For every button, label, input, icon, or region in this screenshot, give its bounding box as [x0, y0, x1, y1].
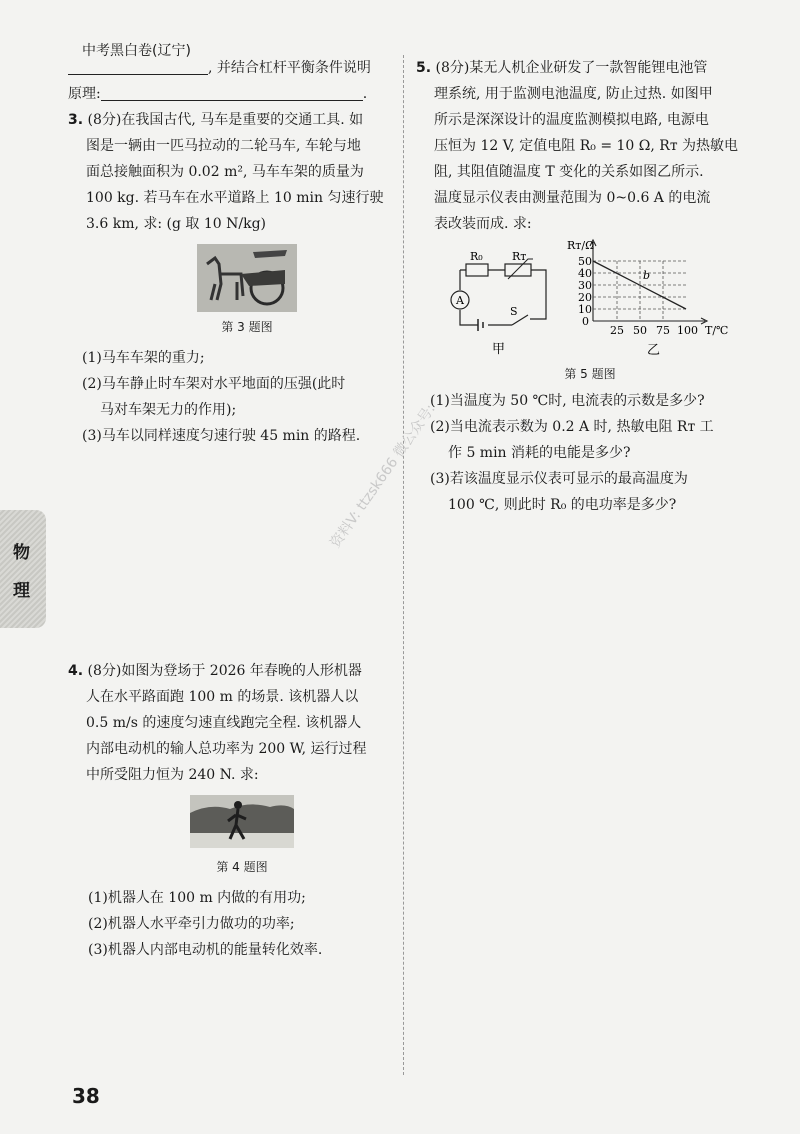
- diagram-label-jia: 甲: [492, 342, 506, 357]
- figure-caption: 第 5 题图: [564, 367, 616, 381]
- circuit-diagram: [440, 245, 560, 360]
- ytick: 40: [578, 267, 592, 280]
- xtick: 50: [633, 324, 647, 337]
- sub-question: (1)马车车架的重力;: [82, 350, 205, 366]
- point-b-label: b: [643, 269, 651, 282]
- question-4-subs: [88, 885, 322, 963]
- switch-label: S: [510, 305, 518, 318]
- ytick: 30: [578, 279, 592, 292]
- ytick: 20: [578, 291, 592, 304]
- sub-question: (3)马车以同样速度匀速行驶 45 min 的路程.: [82, 428, 361, 444]
- q2-tail: , 并结合杠杆平衡条件说明 原理: .: [68, 60, 371, 102]
- answer-blank: [101, 84, 363, 101]
- answer-blank: [68, 58, 208, 75]
- text-line: , 并结合杠杆平衡条件说明: [208, 60, 371, 76]
- thermistor-rt: [505, 264, 531, 276]
- side-tab-char: 理: [13, 581, 30, 601]
- resistor-r0: [466, 264, 488, 276]
- sub-question: (2)机器人水平牵引力做功的功率;: [88, 916, 295, 932]
- text-line: 阻, 其阻值随温度 T 变化的关系如图乙所示.: [434, 164, 704, 180]
- question-5: [416, 55, 738, 237]
- graph-xlabel: T/℃: [705, 324, 729, 337]
- xtick: 75: [656, 324, 670, 337]
- text-line: 所示是深深设计的温度监测模拟电路, 电源电: [434, 112, 709, 128]
- text-line: 3.6 km, 求: (g 取 10 N/kg): [86, 216, 267, 232]
- side-tab-char: 物: [13, 543, 30, 563]
- text-line: 中所受阻力恒为 240 N. 求:: [86, 767, 259, 783]
- text-line: 表改装而成. 求:: [434, 216, 532, 232]
- text-line: 压恒为 12 V, 定值电阻 R₀ = 10 Ω, Rᴛ 为热敏电: [434, 138, 739, 154]
- text-line: (8分)某无人机企业研发了一款智能锂电池管: [435, 60, 708, 76]
- text-line: 图是一辆由一匹马拉动的二轮马车, 车轮与地: [86, 138, 361, 154]
- sub-question: (3)机器人内部电动机的能量转化效率.: [88, 942, 323, 958]
- rt-temperature-graph: [565, 236, 765, 361]
- sub-question: 马对车架无力的作用);: [100, 402, 237, 418]
- question-number: 3.: [68, 112, 84, 128]
- r0-label: R₀: [470, 250, 483, 263]
- text-line: 原理:: [68, 86, 101, 102]
- sub-question: (2)当电流表示数为 0.2 A 时, 热敏电阻 Rᴛ 工: [430, 419, 714, 435]
- xtick: 100: [677, 324, 698, 337]
- question-5-subs: [430, 388, 714, 518]
- ytick: 10: [578, 303, 592, 316]
- sub-question: 100 ℃, 则此时 R₀ 的电功率是多少?: [448, 497, 677, 513]
- text-line: 温度显示仪表由测量范围为 0~0.6 A 的电流: [434, 190, 711, 206]
- question-number: 4.: [68, 663, 84, 679]
- robot-photo: [190, 795, 294, 848]
- question-4: [68, 658, 366, 788]
- graph-gridlines: [593, 261, 686, 321]
- diagram-label-yi: 乙: [647, 343, 661, 358]
- text-line: 100 kg. 若马车在水平道路上 10 min 匀速行驶: [86, 190, 384, 206]
- xtick: 25: [610, 324, 624, 337]
- question-number: 5.: [416, 60, 432, 76]
- chariot-photo: [197, 244, 297, 312]
- graph-axes: [590, 240, 707, 324]
- ammeter-label: A: [456, 294, 464, 307]
- text-line: 理系统, 用于监测电池温度, 防止过热. 如图甲: [434, 86, 713, 102]
- ytick: 0: [582, 315, 589, 328]
- question-3: [68, 107, 383, 237]
- figure-caption: 第 4 题图: [216, 860, 268, 874]
- watermark-text: 资料V: ttzsk666 微公众号:: [327, 401, 439, 551]
- battery-icon: [478, 319, 483, 331]
- text-line: 人在水平路面跑 100 m 的场景. 该机器人以: [86, 689, 359, 705]
- text-line: 面总接触面积为 0.02 m², 马车车架的质量为: [86, 164, 364, 180]
- circuit-wires: [460, 270, 546, 325]
- sub-question: (3)若该温度显示仪表可显示的最高温度为: [430, 471, 688, 487]
- sub-question: (1)机器人在 100 m 内做的有用功;: [88, 890, 306, 906]
- text-line: 内部电动机的输人总功率为 200 W, 运行过程: [86, 741, 367, 757]
- subject-side-tab: [0, 510, 46, 628]
- ytick: 50: [578, 255, 592, 268]
- text-line: (8分)如图为登场于 2026 年春晚的人形机器: [87, 663, 362, 679]
- rt-label: Rᴛ: [512, 250, 527, 263]
- column-divider: [403, 55, 404, 1075]
- sub-question: (1)当温度为 50 ℃时, 电流表的示数是多少?: [430, 393, 705, 409]
- text-line: (8分)在我国古代, 马车是重要的交通工具. 如: [87, 112, 364, 128]
- figure-caption: 第 3 题图: [221, 320, 273, 334]
- text-line: 0.5 m/s 的速度匀速直线跑完全程. 该机器人: [86, 715, 362, 731]
- page-number: 38: [72, 1084, 100, 1108]
- book-title: 中考黑白卷(辽宁): [82, 43, 191, 59]
- sub-question: 作 5 min 消耗的电能是多少?: [448, 445, 631, 461]
- sub-question: (2)马车静止时车架对水平地面的压强(此时: [82, 376, 346, 392]
- graph-ylabel: Rᴛ/Ω: [567, 239, 595, 252]
- rt-line: [593, 261, 686, 309]
- question-3-subs: [82, 345, 360, 449]
